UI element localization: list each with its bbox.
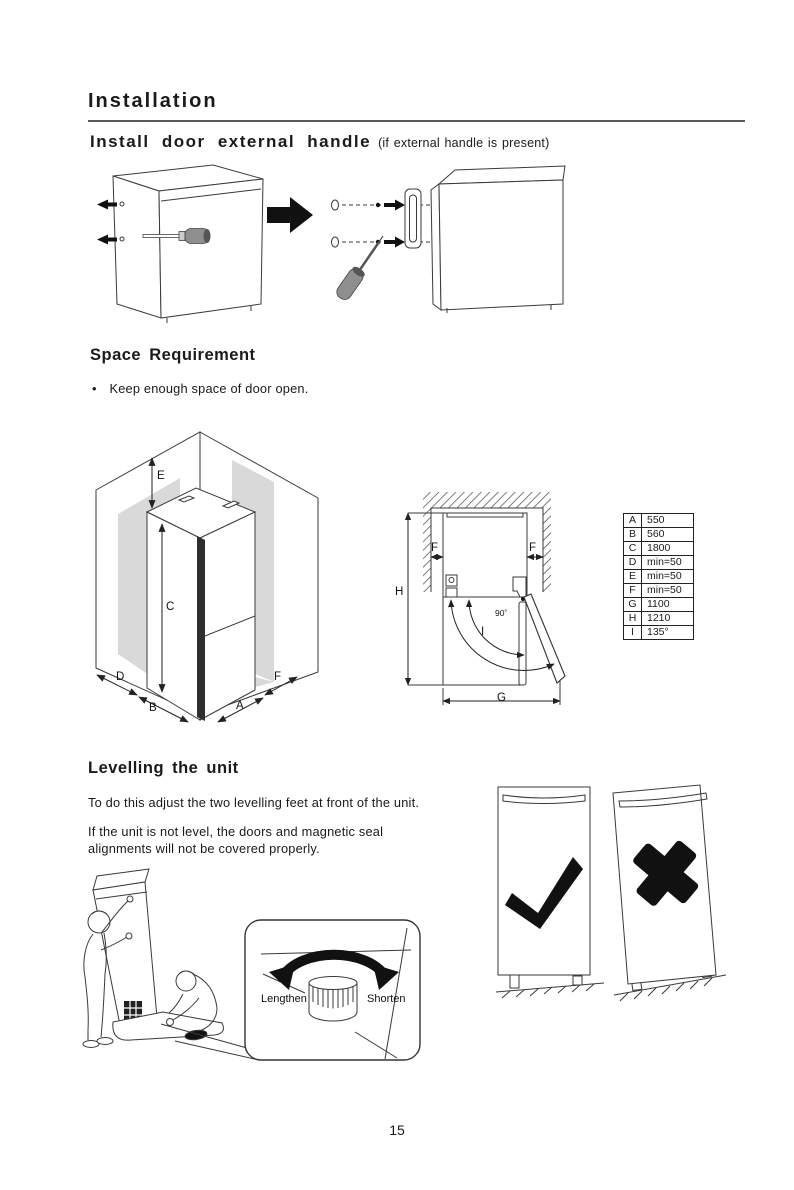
page-number: 15 xyxy=(389,1122,405,1138)
table-row xyxy=(624,528,694,542)
dim-label-b: B xyxy=(149,702,157,714)
dim-value-cell: min=50 xyxy=(642,584,694,598)
dim-key-cell: C xyxy=(624,542,642,556)
dim-label-e: E xyxy=(157,470,165,482)
section-heading-handle xyxy=(90,132,549,152)
level-incorrect-drawing xyxy=(613,785,726,1001)
dim-value-cell: 135° xyxy=(642,626,694,640)
levelling-drawing xyxy=(55,862,425,1072)
dim-key-cell: D xyxy=(624,556,642,570)
section-heading-levelling: Levelling the unit xyxy=(88,759,239,777)
dim-label-h: H xyxy=(395,586,404,598)
lengthen-label: Lengthen xyxy=(261,993,307,1005)
dim-key-cell: E xyxy=(624,570,642,584)
handle-heading-text: Install door external handle xyxy=(90,132,372,151)
shorten-label: Shorten xyxy=(367,993,406,1005)
table-row xyxy=(624,570,694,584)
table-row xyxy=(624,584,694,598)
levelling-figure xyxy=(55,862,425,1072)
fridge-with-handle-drawing xyxy=(431,166,565,313)
dim-label-g: G xyxy=(497,692,506,704)
dim-label-d: D xyxy=(116,671,125,683)
dim-key-cell: H xyxy=(624,612,642,626)
table-row xyxy=(624,626,694,640)
dim-label-f-left: F xyxy=(431,542,439,554)
door-swing-plan-figure xyxy=(393,478,598,712)
space-isometric-figure xyxy=(95,424,327,730)
screwdriver-diagonal-icon xyxy=(334,236,383,302)
dim-label-a: A xyxy=(236,700,244,712)
table-row xyxy=(624,556,694,570)
dim-key-cell: B xyxy=(624,528,642,542)
dim-key-cell: A xyxy=(624,514,642,528)
arrow-right-icon xyxy=(267,197,313,233)
fridge-isometric-drawing xyxy=(147,488,255,721)
dim-label-angle: 90˚ xyxy=(495,608,508,618)
space-isometric-drawing xyxy=(95,424,327,730)
section-heading-space: Space Requirement xyxy=(90,346,256,364)
dim-value-cell: 550 xyxy=(642,514,694,528)
dimensions-table xyxy=(623,513,694,640)
dim-value-cell: min=50 xyxy=(642,556,694,570)
fridge-plan-drawing xyxy=(443,513,527,601)
space-bullet-text: Keep enough space of door open. xyxy=(109,381,309,396)
dim-label-f-right: F xyxy=(529,542,537,554)
dim-key-cell: F xyxy=(624,584,642,598)
handle-install-figure xyxy=(95,158,570,333)
table-row xyxy=(624,542,694,556)
level-check-figure xyxy=(482,777,738,1009)
dim-label-c: C xyxy=(166,601,175,613)
dim-value-cell: min=50 xyxy=(642,570,694,584)
levelling-para2: If the unit is not level, the doors and magnetic seal alignments will not be covered properly. xyxy=(88,824,384,856)
dim-key-cell: I xyxy=(624,626,642,640)
levelling-foot-knob xyxy=(309,977,357,1022)
door-handle-part xyxy=(405,189,421,248)
level-check-drawing xyxy=(482,777,738,1009)
page-title: Installation xyxy=(88,90,218,112)
handle-heading-note: (if external handle is present) xyxy=(378,136,550,150)
table-row xyxy=(624,514,694,528)
door-swing-plan-drawing xyxy=(393,478,598,712)
title-divider xyxy=(88,120,745,122)
space-bullet-item xyxy=(92,380,308,397)
dim-label-i: I xyxy=(481,626,485,638)
bullet-marker: • xyxy=(92,381,97,396)
dim-value-cell: 1100 xyxy=(642,598,694,612)
dim-value-cell: 560 xyxy=(642,528,694,542)
table-row xyxy=(624,612,694,626)
level-correct-drawing xyxy=(496,787,604,998)
table-row xyxy=(624,598,694,612)
dim-value-cell: 1210 xyxy=(642,612,694,626)
dim-label-f: F xyxy=(274,671,282,683)
fridge-closed-door-drawing xyxy=(113,165,263,323)
dim-value-cell: 1800 xyxy=(642,542,694,556)
handle-install-drawing xyxy=(95,158,570,333)
dim-key-cell: G xyxy=(624,598,642,612)
levelling-para1: To do this adjust the two levelling feet at front of the unit. xyxy=(88,795,420,810)
tilted-fridge-drawing xyxy=(93,869,223,1040)
foot-adjust-callout xyxy=(245,920,420,1060)
